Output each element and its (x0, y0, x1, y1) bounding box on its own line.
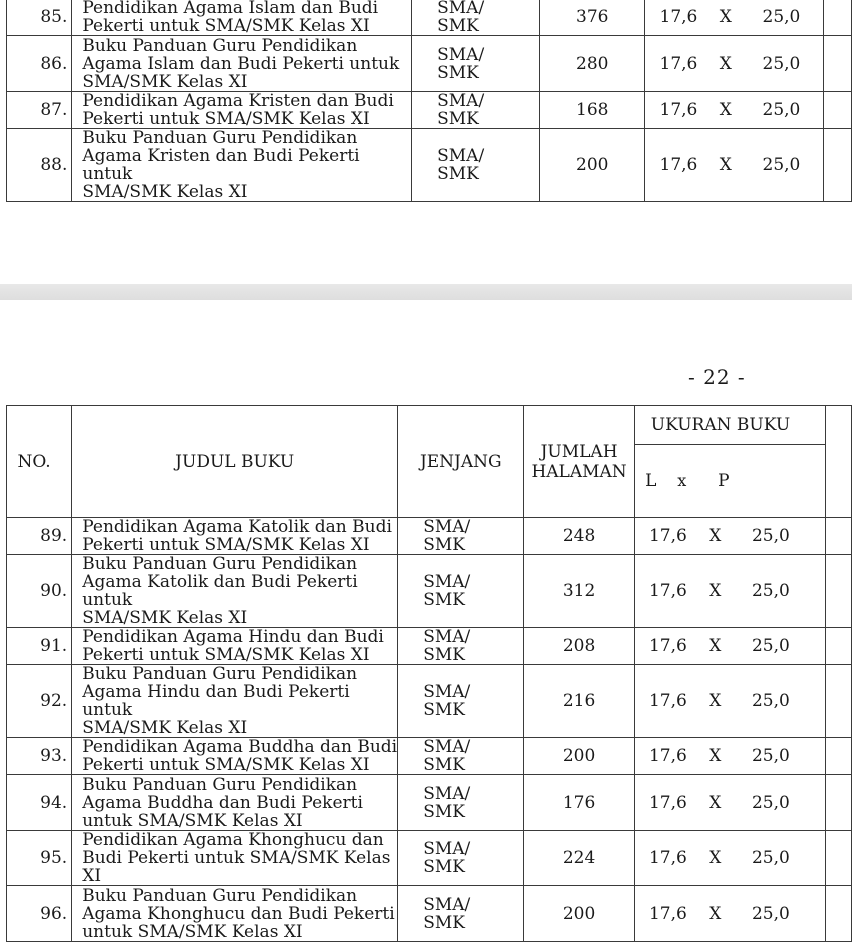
table-header (7, 406, 852, 518)
table-row (7, 628, 852, 665)
cell-x: X (719, 100, 732, 120)
cell-ukuran (634, 886, 825, 942)
cell-halaman: 168 (540, 92, 645, 129)
cell-no: 96. (7, 886, 72, 942)
cell-x: X (719, 7, 732, 27)
cell-judul: Buku Panduan Guru Pendidikan Agama Islam dan Budi Pekerti untuk SMA/SMK Kelas XI (72, 36, 412, 92)
header-judul: JUDUL BUKU (72, 406, 398, 518)
cell-p: 25,0 (751, 792, 790, 813)
cell-l: 17,6 (659, 155, 698, 175)
cell-x: X (709, 526, 722, 546)
cell-p: 25,0 (751, 848, 790, 868)
cell-stub (825, 886, 851, 942)
cell-jenjang: SMA/ SMK (398, 665, 524, 738)
cell-l: 17,6 (648, 848, 687, 868)
cell-jenjang: SMA/ SMK (398, 555, 524, 628)
cell-stub (823, 0, 851, 36)
table-row (7, 738, 852, 775)
cell-x: X (709, 746, 722, 766)
cell-judul: Buku Panduan Guru Pendidikan Agama Buddha dan Budi Pekerti untuk SMA/SMK Kelas XI (72, 775, 398, 831)
cell-halaman: 208 (524, 628, 634, 665)
cell-stub (825, 738, 851, 775)
header-p: P (718, 471, 730, 491)
table-row (7, 775, 852, 831)
cell-x: X (709, 581, 722, 601)
cell-p: 25,0 (762, 7, 801, 27)
cell-ukuran (634, 555, 825, 628)
cell-x: X (709, 636, 722, 656)
cell-judul: Buku Panduan Guru Pendidikan Agama Katolik dan Budi Pekerti untuk SMA/SMK Kelas XI (72, 555, 398, 628)
document-page-21 (0, 0, 852, 284)
cell-judul: Pendidikan Agama Khonghucu dan Budi Pekerti untuk SMA/SMK Kelas XI (72, 831, 398, 886)
cell-halaman: 224 (524, 831, 634, 886)
cell-ukuran (645, 36, 824, 92)
cell-judul: Pendidikan Agama Katolik dan Budi Pekerti untuk SMA/SMK Kelas XI (72, 518, 398, 555)
cell-no: 91. (7, 628, 72, 665)
cell-jenjang: SMA/ SMK (398, 775, 524, 831)
cell-jenjang: SMA/ SMK (398, 831, 524, 886)
cell-ukuran (645, 129, 824, 202)
cell-stub (825, 665, 851, 738)
header-stub (825, 406, 851, 518)
cell-judul: Pendidikan Agama Kristen dan Budi Pekerti untuk SMA/SMK Kelas XI (72, 92, 412, 129)
cell-ukuran (634, 628, 825, 665)
header-x: x (677, 471, 687, 490)
cell-ukuran (634, 775, 825, 831)
cell-l: 17,6 (659, 7, 698, 27)
cell-l: 17,6 (648, 903, 687, 924)
cell-jenjang: SMA/ SMK (412, 36, 540, 92)
cell-halaman: 376 (540, 0, 645, 36)
cell-no: 87. (7, 92, 72, 129)
table-row (7, 92, 852, 129)
cell-p: 25,0 (751, 581, 790, 601)
cell-ukuran (634, 738, 825, 775)
cell-no: 94. (7, 775, 72, 831)
cell-ukuran (645, 0, 824, 36)
book-table-body (7, 0, 852, 202)
cell-stub (825, 775, 851, 831)
table-row (7, 555, 852, 628)
cell-ukuran (634, 518, 825, 555)
cell-jenjang: SMA/ SMK (412, 92, 540, 129)
cell-jenjang: SMA/ SMK (398, 628, 524, 665)
cell-stub (825, 628, 851, 665)
cell-no: 93. (7, 738, 72, 775)
cell-halaman: 280 (540, 36, 645, 92)
book-table-body (7, 518, 852, 942)
header-l: L (645, 471, 657, 491)
cell-halaman: 216 (524, 665, 634, 738)
cell-judul: Buku Panduan Guru Pendidikan Agama Kristen dan Budi Pekerti untuk SMA/SMK Kelas XI (72, 129, 412, 202)
cell-p: 25,0 (762, 155, 801, 175)
cell-l: 17,6 (648, 792, 687, 813)
cell-judul: Pendidikan Agama Hindu dan Budi Pekerti untuk SMA/SMK Kelas XI (72, 628, 398, 665)
cell-stub (825, 555, 851, 628)
table-row (7, 886, 852, 942)
cell-x: X (709, 792, 722, 813)
cell-ukuran (645, 92, 824, 129)
cell-halaman: 200 (524, 738, 634, 775)
cell-ukuran (634, 665, 825, 738)
document-page-22 (0, 300, 852, 950)
cell-stub (825, 518, 851, 555)
header-jumlah-halaman: JUMLAH HALAMAN (524, 406, 634, 518)
header-jenjang: JENJANG (398, 406, 524, 518)
cell-no: 88. (7, 129, 72, 202)
cell-l: 17,6 (659, 53, 698, 74)
cell-p: 25,0 (751, 636, 790, 656)
cell-halaman: 200 (524, 886, 634, 942)
cell-p: 25,0 (762, 100, 801, 120)
table-row (7, 129, 852, 202)
cell-x: X (709, 903, 722, 924)
cell-jenjang: SMA/ SMK (398, 738, 524, 775)
cell-p: 25,0 (751, 903, 790, 924)
cell-halaman: 176 (524, 775, 634, 831)
cell-no: 90. (7, 555, 72, 628)
table-row (7, 518, 852, 555)
cell-judul: Pendidikan Agama Islam dan Budi Pekerti untuk SMA/SMK Kelas XI (72, 0, 412, 36)
cell-judul: Buku Panduan Guru Pendidikan Agama Khonghucu dan Budi Pekerti untuk SMA/SMK Kelas XI (72, 886, 398, 942)
page-number: - 22 - (688, 365, 746, 389)
cell-l: 17,6 (648, 691, 687, 711)
cell-l: 17,6 (648, 636, 687, 656)
cell-jenjang: SMA/ SMK (398, 886, 524, 942)
table-row (7, 831, 852, 886)
table-row (7, 36, 852, 92)
cell-jenjang: SMA/ SMK (412, 0, 540, 36)
cell-p: 25,0 (762, 53, 801, 74)
cell-x: X (709, 848, 722, 868)
cell-p: 25,0 (751, 746, 790, 766)
cell-no: 86. (7, 36, 72, 92)
cell-no: 92. (7, 665, 72, 738)
cell-halaman: 248 (524, 518, 634, 555)
cell-jenjang: SMA/ SMK (412, 129, 540, 202)
cell-halaman: 200 (540, 129, 645, 202)
header-no: NO. (7, 406, 72, 518)
cell-stub (823, 92, 851, 129)
cell-halaman: 312 (524, 555, 634, 628)
cell-p: 25,0 (751, 691, 790, 711)
cell-no: 89. (7, 518, 72, 555)
cell-x: X (719, 155, 732, 175)
cell-l: 17,6 (648, 526, 687, 546)
cell-ukuran (634, 831, 825, 886)
book-table-continued (6, 0, 852, 202)
cell-stub (823, 129, 851, 202)
cell-no: 95. (7, 831, 72, 886)
header-ukuran-sub (634, 445, 825, 518)
cell-judul: Buku Panduan Guru Pendidikan Agama Hindu dan Budi Pekerti untuk SMA/SMK Kelas XI (72, 665, 398, 738)
cell-x: X (709, 691, 722, 711)
cell-x: X (719, 53, 732, 74)
cell-no: 85. (7, 0, 72, 36)
table-row (7, 665, 852, 738)
page-separator (0, 284, 852, 300)
cell-stub (823, 36, 851, 92)
table-row (7, 0, 852, 36)
header-ukuran-buku: UKURAN BUKU (634, 406, 825, 445)
cell-l: 17,6 (648, 746, 687, 766)
cell-judul: Pendidikan Agama Buddha dan Budi Pekerti untuk SMA/SMK Kelas XI (72, 738, 398, 775)
cell-l: 17,6 (659, 100, 698, 120)
cell-p: 25,0 (751, 526, 790, 546)
cell-l: 17,6 (648, 581, 687, 601)
cell-stub (825, 831, 851, 886)
cell-jenjang: SMA/ SMK (398, 518, 524, 555)
book-table (6, 405, 852, 942)
